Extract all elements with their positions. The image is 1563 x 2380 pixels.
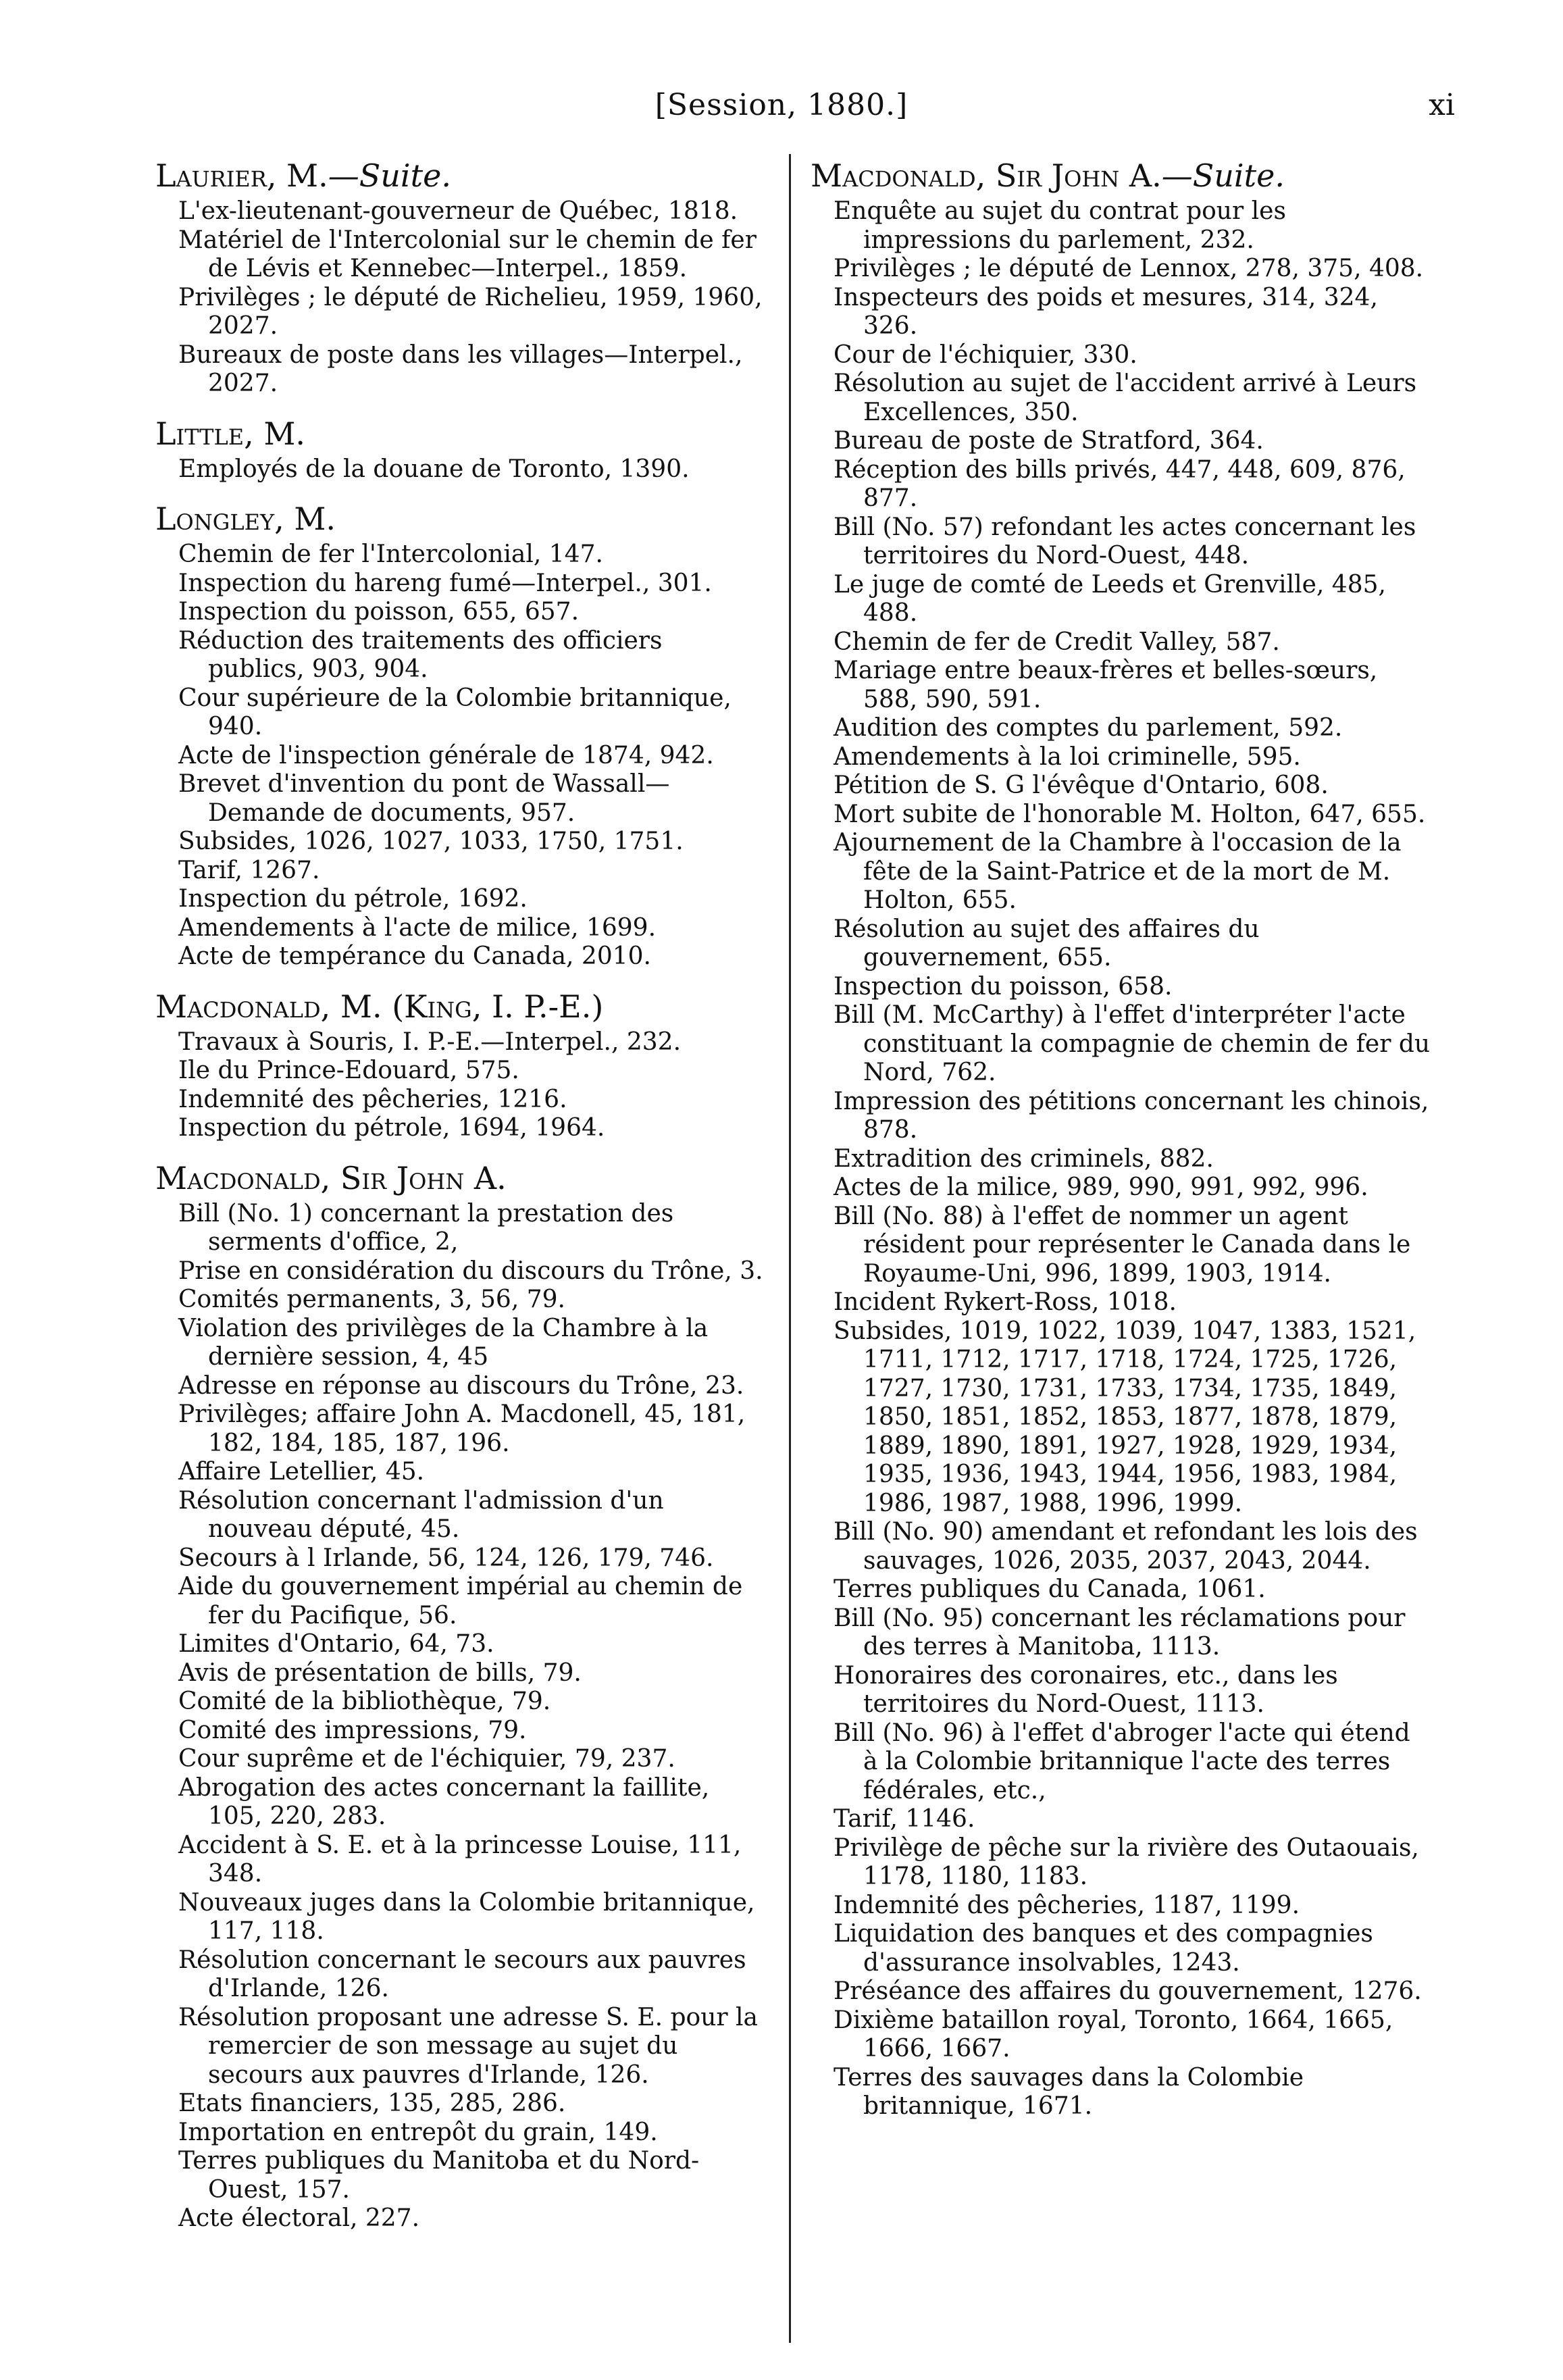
index-entry: Comités permanents, 3, 56, 79. (178, 1286, 565, 1313)
member-name: Macdonald, Sir John A. (155, 1159, 507, 1196)
index-entry: Inspecteurs des poids et mesures, 314, 324, 326. (834, 283, 1378, 340)
index-entry: Inspection du hareng fumé—Interpel., 301. (178, 569, 712, 597)
index-entry: Résolution concernant le secours aux pauvres d'Irlande, 126. (178, 1946, 746, 2002)
section-heading (811, 157, 1432, 195)
index-entry: Le juge de comté de Leeds et Grenville, 485, 488. (834, 570, 1386, 627)
index-entry: Bureaux de poste dans les villages—Interpel., 2027. (178, 340, 743, 397)
index-entry: Amendements à la loi criminelle, 595. (834, 742, 1301, 771)
section-heading (155, 415, 763, 453)
index-entry: Actes de la milice, 989, 990, 991, 992, 996. (834, 1173, 1368, 1201)
index-entry: Privilèges ; le député de Lennox, 278, 375, 408. (834, 255, 1424, 282)
section-heading (155, 500, 763, 538)
index-entry: Bill (No. 95) concernant les réclamations pour des terres à Manitoba, 1113. (834, 1604, 1406, 1661)
index-entry: Incident Rykert-Ross, 1018. (834, 1288, 1177, 1316)
session-header: [Session, 1880.] (655, 88, 908, 122)
index-entry: Tarif, 1146. (834, 1805, 975, 1833)
index-entry: Réduction des traitements des officiers publics, 903, 904. (178, 626, 663, 683)
index-entry: Etats financiers, 135, 285, 286. (178, 2090, 566, 2117)
index-entry: Bill (M. McCarthy) à l'effet d'interpréter l'acte constituant la compagnie de chemin de fer du Nord, 762. (834, 1001, 1431, 1086)
index-entry: Bill (No. 90) amendant et refondant les lois des sauvages, 1026, 2035, 2037, 2043, 2044. (834, 1518, 1418, 1575)
index-entry: Ile du Prince-Edouard, 575. (178, 1057, 519, 1084)
index-entry: Brevet d'invention du pont de Wassall—Demande de documents, 957. (178, 770, 670, 827)
index-entry: Dixième bataillon royal, Toronto, 1664, 1665, 1666, 1667. (834, 2006, 1393, 2062)
index-entry: Nouveaux juges dans la Colombie britannique, 117, 118. (178, 1888, 755, 1945)
member-name: Longley, M. (155, 501, 336, 537)
index-entry: Résolution concernant l'admission d'un nouveau député, 45. (178, 1486, 664, 1543)
index-entry: Résolution au sujet de l'accident arrivé à Leurs Excellences, 350. (834, 370, 1417, 426)
index-entry: Acte électoral, 227. (178, 2204, 420, 2232)
index-entry: Terres publiques du Canada, 1061. (834, 1575, 1266, 1603)
index-entry: Bill (No. 1) concernant la prestation des serments d'office, 2, (178, 1199, 674, 1256)
index-entry: Inspection du pétrole, 1692. (178, 885, 528, 913)
index-entry: Abrogation des actes concernant la faillite, 105, 220, 283. (178, 1773, 710, 1830)
index-entry: Ajournement de la Chambre à l'occasion de la fête de la Saint-Patrice et de la mort de M. Holton, 655. (834, 829, 1402, 914)
index-entry: Affaire Letellier, 45. (178, 1458, 425, 1486)
index-entry: Audition des comptes du parlement, 592. (834, 714, 1343, 742)
index-entry: Importation en entrepôt du grain, 149. (178, 2118, 658, 2146)
index-entry: Violation des privilèges de la Chambre à la dernière session, 4, 45 (178, 1314, 709, 1371)
index-section (155, 1159, 763, 2233)
index-entry: Résolution au sujet des affaires du gouvernement, 655. (834, 915, 1260, 971)
index-section (155, 157, 763, 399)
index-entry: Privilèges; affaire John A. Macdonell, 45, 181, 182, 184, 185, 187, 196. (178, 1400, 746, 1457)
index-entry: Cour suprême et de l'échiquier, 79, 237. (178, 1745, 675, 1773)
index-entry: Travaux à Souris, I. P.-E.—Interpel., 232. (178, 1028, 682, 1056)
index-entry: Accident à S. E. et à la princesse Louise, 111, 348. (178, 1831, 742, 1888)
section-heading (155, 1159, 763, 1197)
index-entry: Mariage entre beaux-frères et belles-sœurs, 588, 590, 591. (834, 657, 1378, 713)
index-entry: Chemin de fer l'Intercolonial, 147. (178, 540, 603, 568)
index-entry: Acte de l'inspection générale de 1874, 942. (178, 741, 714, 769)
continued-marker: —Suite. (328, 157, 451, 194)
index-entry: Mort subite de l'honorable M. Holton, 647, 655. (834, 800, 1426, 828)
index-entry: Résolution proposant une adresse S. E. pour la remercier de son message au sujet du secours aux pauvres d'Irlande, 126. (178, 2003, 759, 2089)
member-name: Macdonald, M. (King, I. P.-E.) (155, 988, 604, 1025)
section-heading (155, 988, 763, 1026)
index-entry: Inspection du pétrole, 1694, 1964. (178, 1114, 605, 1142)
right-column (811, 157, 1432, 2121)
member-name: Little, M. (155, 415, 306, 452)
left-column (155, 157, 763, 2233)
index-section (155, 500, 763, 971)
index-entry: Privilège de pêche sur la rivière des Outaouais, 1178, 1180, 1183. (834, 1833, 1419, 1890)
index-entry: Subsides, 1026, 1027, 1033, 1750, 1751. (178, 828, 684, 855)
index-entry: Privilèges ; le député de Richelieu, 1959, 1960, 2027. (178, 283, 763, 340)
index-entry: Prise en considération du discours du Trône, 3. (178, 1257, 763, 1285)
index-entry: Bill (No. 96) à l'effet d'abroger l'acte qui étend à la Colombie britannique l'acte des terres fédérales, etc., (834, 1719, 1410, 1804)
index-entry: Bureau de poste de Stratford, 364. (834, 427, 1264, 455)
index-entry: Limites d'Ontario, 64, 73. (178, 1630, 494, 1658)
index-entry: Réception des bills privés, 447, 448, 609, 876, 877. (834, 455, 1406, 512)
index-entry: Inspection du poisson, 658. (834, 972, 1173, 1001)
index-entry: Adresse en réponse au discours du Trône, 23. (178, 1371, 744, 1400)
index-entry: Employés de la douane de Toronto, 1390. (178, 455, 690, 483)
index-entry: Préséance des affaires du gouvernement, 1276. (834, 1977, 1422, 2005)
section-heading (155, 157, 763, 195)
index-entry: Liquidation des banques et des compagnies d'assurance insolvables, 1243. (834, 1920, 1373, 1977)
index-entry: Comité des impressions, 79. (178, 1716, 527, 1744)
index-entry: Secours à l Irlande, 56, 124, 126, 179, 746. (178, 1544, 714, 1572)
index-entry: Acte de tempérance du Canada, 2010. (178, 942, 651, 970)
index-entry: Terres publiques du Manitoba et du Nord-Ouest, 157. (178, 2147, 700, 2204)
index-entry: Cour de l'échiquier, 330. (834, 340, 1137, 369)
member-name: Macdonald, Sir John A. (811, 157, 1162, 194)
index-entry: Extradition des criminels, 882. (834, 1144, 1214, 1173)
index-entry: Chemin de fer de Credit Valley, 587. (834, 628, 1280, 656)
index-entry: Bill (No. 57) refondant les actes concernant les territoires du Nord-Ouest, 448. (834, 513, 1416, 569)
member-name: Laurier, M. (155, 157, 328, 194)
index-entry: Cour supérieure de la Colombie britannique, 940. (178, 684, 732, 740)
continued-marker: —Suite. (1161, 157, 1285, 194)
index-entry: Subsides, 1019, 1022, 1039, 1047, 1383, 1521, 1711, 1712, 1717, 1718, 1724, 1725, 1726, 1727, 1730, 1731, 1733, 1734, 1735, 1849, 1850, 1851, 1852, 1853, 1877, 1878, 1879, 1889, 1890, 1891, 1927, 1928, 1929, 1934, 1935, 1936, 1943, 1944, 1956, 1983, 1984, 1986, 1987, 1988, 1996, 1999. (834, 1317, 1416, 1517)
index-entry: Indemnité des pêcheries, 1216. (178, 1085, 567, 1113)
index-entry: Terres des sauvages dans la Colombie britannique, 1671. (834, 2063, 1304, 2120)
index-entry: Aide du gouvernement impérial au chemin de fer du Pacifique, 56. (178, 1573, 743, 1629)
index-entry: Pétition de S. G l'évêque d'Ontario, 608. (834, 771, 1329, 799)
index-entry: Avis de présentation de bills, 79. (178, 1659, 582, 1687)
index-section (155, 988, 763, 1143)
column-divider (789, 154, 791, 2343)
index-entry: Comité de la bibliothèque, 79. (178, 1688, 551, 1715)
index-entry: Impression des pétitions concernant les chinois, 878. (834, 1087, 1429, 1144)
index-entry: L'ex-lieutenant-gouverneur de Québec, 1818. (178, 197, 738, 225)
index-entry: Bill (No. 88) à l'effet de nommer un agent résident pour représenter le Canada dans le Royaume-Uni, 996, 1899, 1903, 1914. (834, 1202, 1411, 1288)
index-entry: Indemnité des pêcheries, 1187, 1199. (834, 1891, 1300, 1919)
index-section (155, 415, 763, 484)
index-section (811, 157, 1432, 2121)
index-entry: Tarif, 1267. (178, 856, 320, 884)
index-entry: Matériel de l'Intercolonial sur le chemin de fer de Lévis et Kennebec—Interpel., 1859. (178, 226, 757, 282)
index-entry: Inspection du poisson, 655, 657. (178, 598, 580, 626)
index-entry: Honoraires des coronaires, etc., dans les territoires du Nord-Ouest, 1113. (834, 1661, 1338, 1718)
page-number: xi (1429, 88, 1455, 122)
index-entry: Amendements à l'acte de milice, 1699. (178, 913, 657, 942)
index-entry: Enquête au sujet du contrat pour les impressions du parlement, 232. (834, 197, 1286, 254)
